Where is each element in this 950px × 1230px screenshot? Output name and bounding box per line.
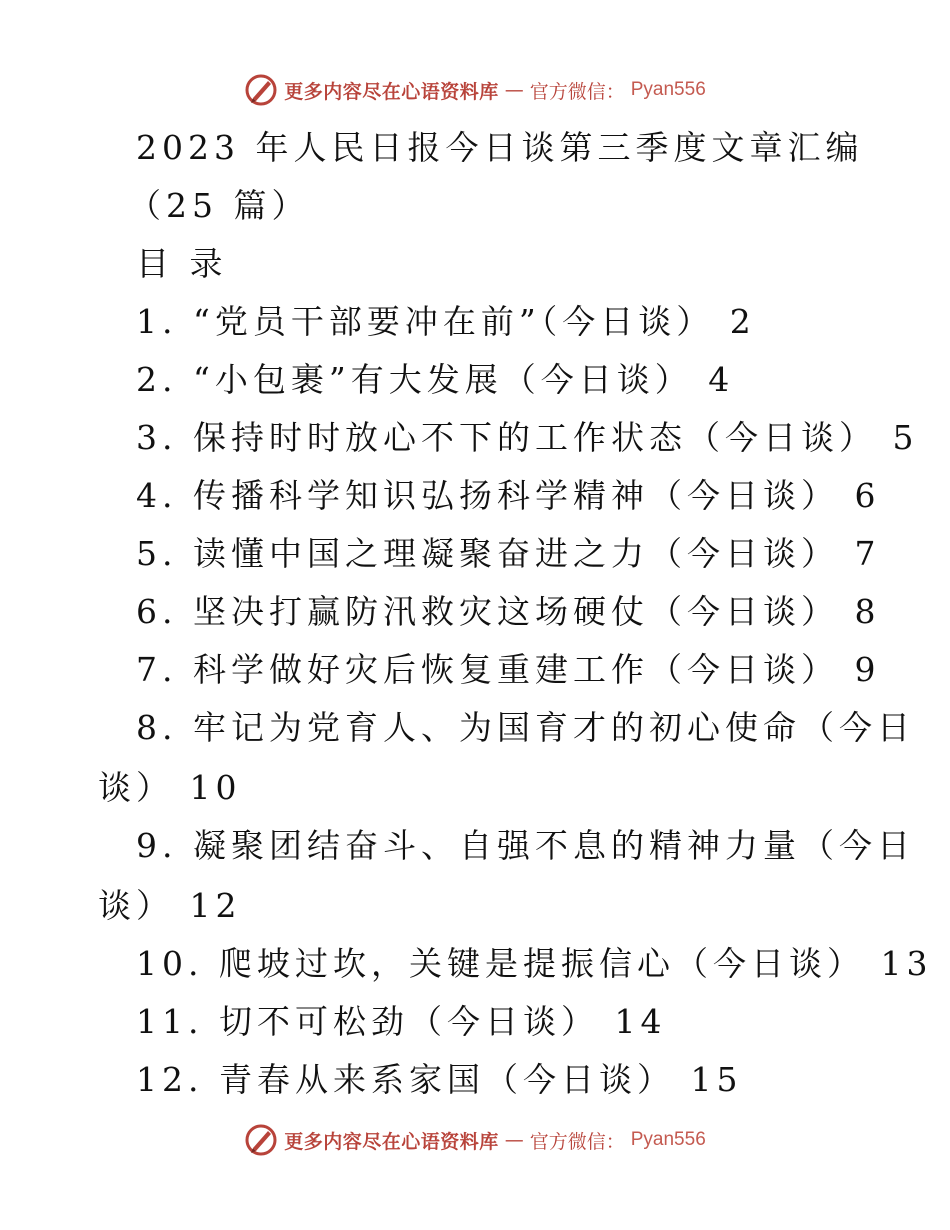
toc-entry[interactable]: 9. 凝聚团结奋斗、自强不息的精神力量（今日 — [136, 826, 915, 865]
toc-entry[interactable]: 8. 牢记为党育人、为国育才的初心使命（今日 — [136, 708, 915, 747]
pen-seal-icon — [244, 73, 278, 107]
document-title: 2023 年人民日报今日谈第三季度文章汇编 — [136, 128, 864, 167]
toc-entry[interactable]: 5. 读懂中国之理凝聚奋进之力（今日谈） 7 — [136, 534, 881, 573]
watermark-text: 更多内容尽在心语资料库 — [284, 80, 499, 103]
toc-entry[interactable]: 4. 传播科学知识弘扬科学精神（今日谈） 6 — [136, 476, 881, 515]
watermark-separator: — — [504, 79, 524, 101]
footer-watermark — [0, 1120, 950, 1160]
watermark-account: Pyan556 — [630, 1129, 706, 1150]
pen-seal-icon — [244, 1123, 278, 1157]
toc-entry-continuation[interactable]: 谈） 10 — [98, 768, 242, 807]
watermark-text: 更多内容尽在心语资料库 — [284, 1130, 499, 1153]
toc-entry[interactable]: 1. “党员干部要冲在前”（今日谈） 2 — [136, 302, 756, 341]
toc-entry[interactable]: 3. 保持时时放心不下的工作状态（今日谈） 5 — [136, 418, 919, 457]
toc-entry[interactable]: 6. 坚决打赢防汛救灾这场硬仗（今日谈） 8 — [136, 592, 881, 631]
toc-entry[interactable]: 2. “小包裹”有大发展（今日谈） 4 — [136, 360, 735, 399]
watermark-account: Pyan556 — [630, 79, 706, 100]
watermark-wechat-label: 官方微信： — [529, 80, 625, 103]
watermark-wechat-label: 官方微信： — [529, 1130, 625, 1153]
toc-entry[interactable]: 11. 切不可松劲（今日谈） 14 — [136, 1002, 667, 1041]
toc-heading: 目 录 — [136, 244, 228, 283]
watermark-separator: — — [504, 1129, 524, 1151]
document-subtitle: （25 篇） — [128, 186, 310, 225]
toc-entry[interactable]: 7. 科学做好灾后恢复重建工作（今日谈） 9 — [136, 650, 881, 689]
header-watermark — [0, 70, 950, 110]
toc-entry[interactable]: 12. 青春从来系家国（今日谈） 15 — [136, 1060, 743, 1099]
toc-entry-continuation[interactable]: 谈） 12 — [98, 886, 242, 925]
toc-entry[interactable]: 10. 爬坡过坎，关键是提振信心（今日谈） 13 — [136, 944, 933, 983]
